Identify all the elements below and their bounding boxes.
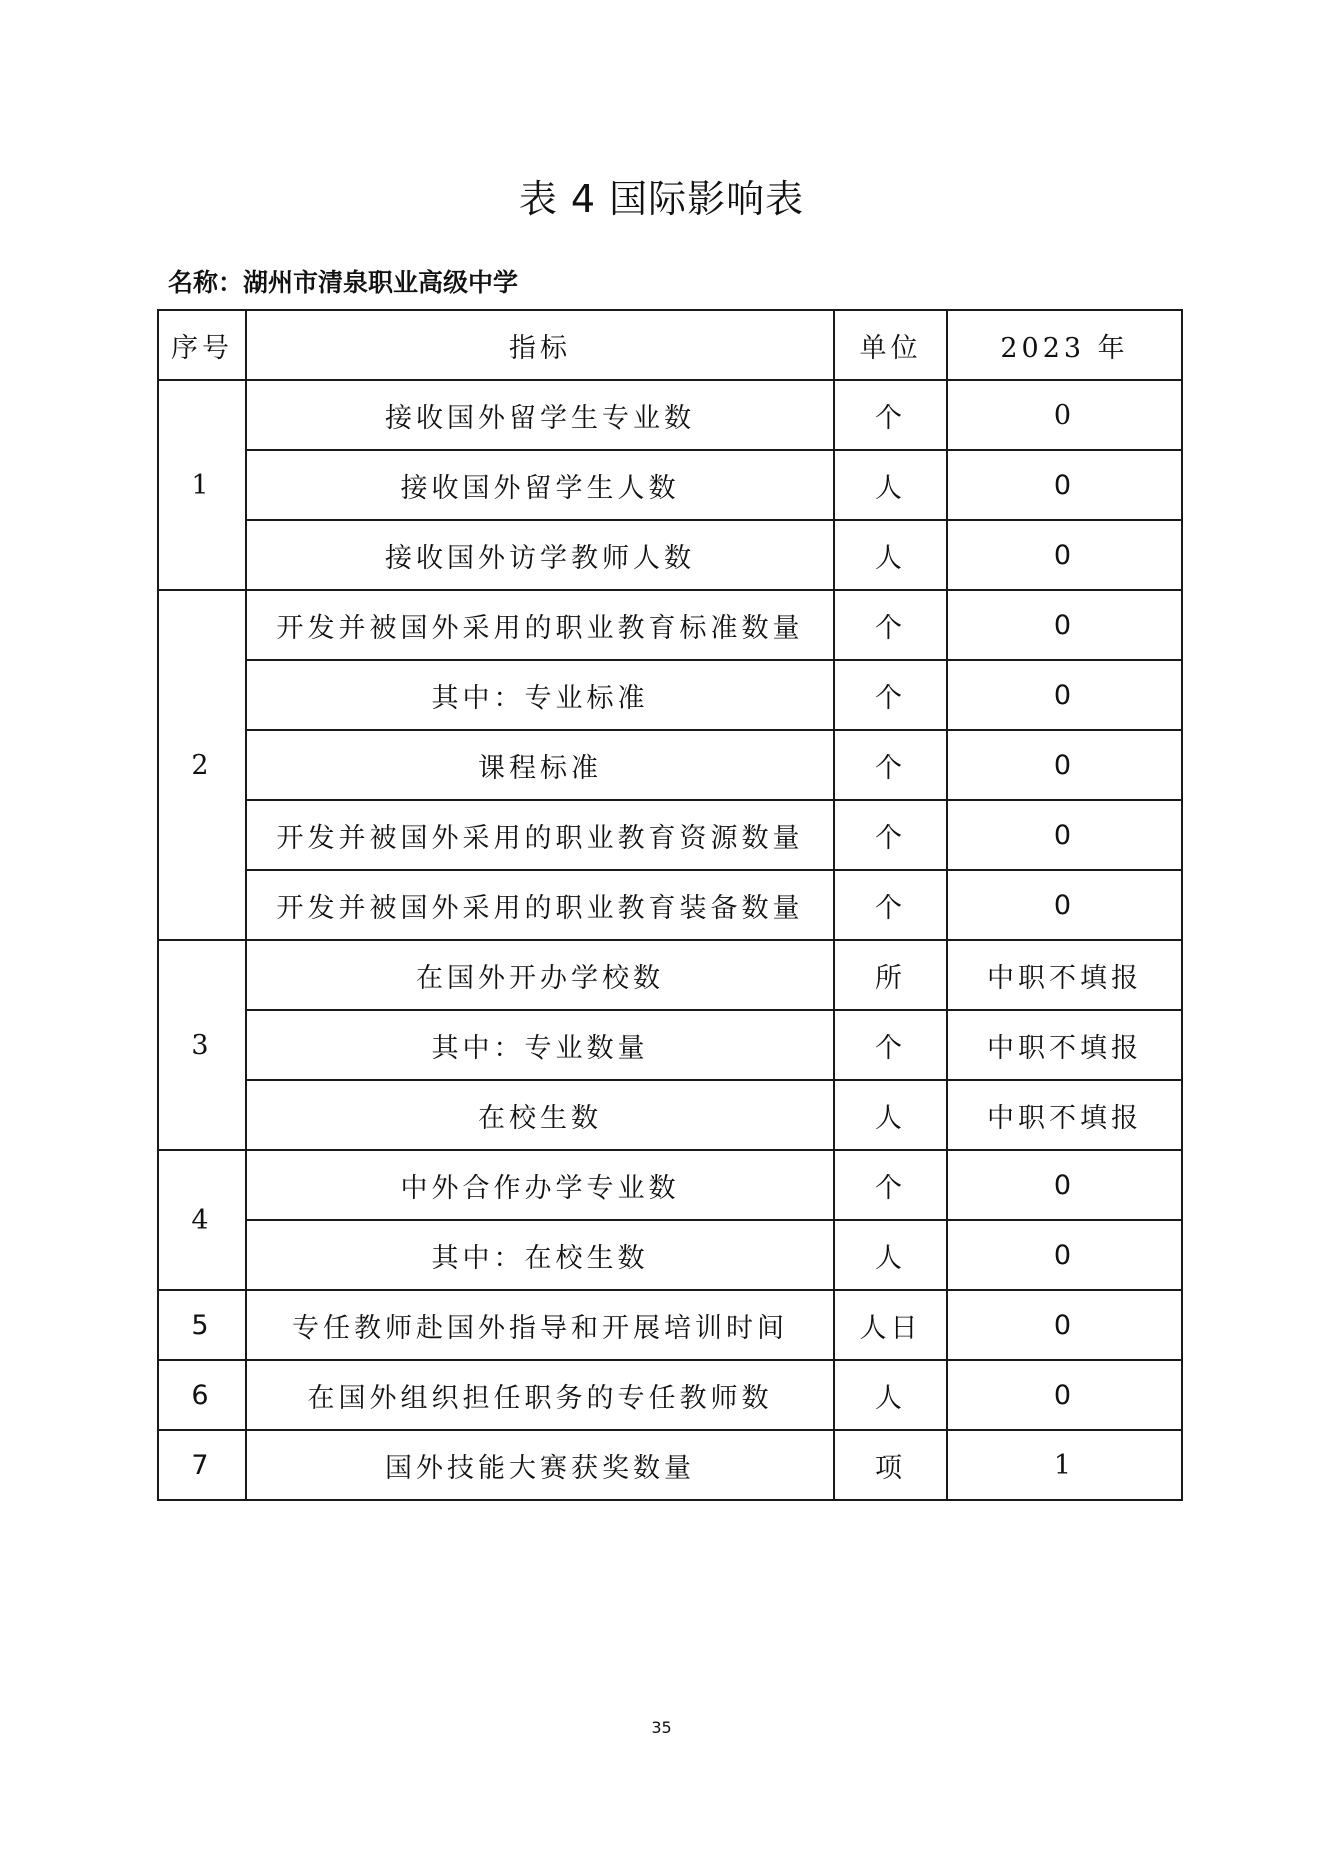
unit-cell: 人日 [834, 1290, 947, 1360]
seq-cell: 3 [158, 940, 246, 1150]
unit-cell: 人 [834, 520, 947, 590]
unit-cell: 个 [834, 660, 947, 730]
unit-cell: 个 [834, 870, 947, 940]
table-row [158, 590, 1182, 660]
value-cell: 0 [947, 520, 1182, 590]
value-cell: 0 [947, 730, 1182, 800]
unit-cell: 人 [834, 1220, 947, 1290]
international-influence-table [157, 309, 1183, 1501]
table-row [158, 660, 1182, 730]
indicator-cell: 专任教师赴国外指导和开展培训时间 [246, 1290, 834, 1360]
indicator-cell: 其中：在校生数 [246, 1220, 834, 1290]
unit-cell: 个 [834, 730, 947, 800]
unit-cell: 人 [834, 1080, 947, 1150]
table-row [158, 1220, 1182, 1290]
indicator-cell: 开发并被国外采用的职业教育标准数量 [246, 590, 834, 660]
seq-cell: 1 [158, 380, 246, 590]
indicator-cell: 国外技能大赛获奖数量 [246, 1430, 834, 1500]
indicator-cell: 接收国外留学生专业数 [246, 380, 834, 450]
header-indicator: 指标 [246, 310, 834, 380]
unit-cell: 个 [834, 1150, 947, 1220]
value-cell: 中职不填报 [947, 1080, 1182, 1150]
value-cell: 0 [947, 1150, 1182, 1220]
unit-cell: 个 [834, 380, 947, 450]
header-year: 2023 年 [947, 310, 1182, 380]
table-row [158, 380, 1182, 450]
seq-cell: 5 [158, 1290, 246, 1360]
seq-cell: 7 [158, 1430, 246, 1500]
indicator-cell: 在校生数 [246, 1080, 834, 1150]
indicator-cell: 在国外组织担任职务的专任教师数 [246, 1360, 834, 1430]
value-cell: 0 [947, 590, 1182, 660]
value-cell: 0 [947, 660, 1182, 730]
indicator-cell: 开发并被国外采用的职业教育装备数量 [246, 870, 834, 940]
value-cell: 1 [947, 1430, 1182, 1500]
unit-cell: 项 [834, 1430, 947, 1500]
indicator-cell: 接收国外留学生人数 [246, 450, 834, 520]
value-cell: 0 [947, 870, 1182, 940]
value-cell: 0 [947, 380, 1182, 450]
seq-cell: 2 [158, 590, 246, 940]
table-row [158, 870, 1182, 940]
page-title: 表 4 国际影响表 [518, 177, 805, 221]
indicator-cell: 中外合作办学专业数 [246, 1150, 834, 1220]
indicator-cell: 其中：专业标准 [246, 660, 834, 730]
indicator-cell: 在国外开办学校数 [246, 940, 834, 1010]
header-unit: 单位 [834, 310, 947, 380]
table-row [158, 1290, 1182, 1360]
table-row [158, 1150, 1182, 1220]
value-cell: 0 [947, 1360, 1182, 1430]
unit-cell: 人 [834, 450, 947, 520]
seq-cell: 4 [158, 1150, 246, 1290]
value-cell: 中职不填报 [947, 1010, 1182, 1080]
value-cell: 0 [947, 1290, 1182, 1360]
unit-cell: 人 [834, 1360, 947, 1430]
table-row [158, 1080, 1182, 1150]
table-header-row [158, 310, 1182, 380]
value-cell: 0 [947, 800, 1182, 870]
unit-cell: 个 [834, 1010, 947, 1080]
unit-cell: 所 [834, 940, 947, 1010]
table-row [158, 1430, 1182, 1500]
indicator-cell: 课程标准 [246, 730, 834, 800]
unit-cell: 个 [834, 590, 947, 660]
indicator-cell: 接收国外访学教师人数 [246, 520, 834, 590]
value-cell: 中职不填报 [947, 940, 1182, 1010]
table-row [158, 730, 1182, 800]
unit-cell: 个 [834, 800, 947, 870]
table-row [158, 520, 1182, 590]
seq-cell: 6 [158, 1360, 246, 1430]
table-row [158, 450, 1182, 520]
value-cell: 0 [947, 1220, 1182, 1290]
table-row [158, 940, 1182, 1010]
header-seq: 序号 [158, 310, 246, 380]
table-row [158, 1010, 1182, 1080]
indicator-cell: 其中：专业数量 [246, 1010, 834, 1080]
page-number: 35 [651, 1718, 672, 1737]
value-cell: 0 [947, 450, 1182, 520]
indicator-cell: 开发并被国外采用的职业教育资源数量 [246, 800, 834, 870]
organization-name: 名称：湖州市清泉职业高级中学 [168, 268, 519, 297]
table-row [158, 1360, 1182, 1430]
table-row [158, 800, 1182, 870]
